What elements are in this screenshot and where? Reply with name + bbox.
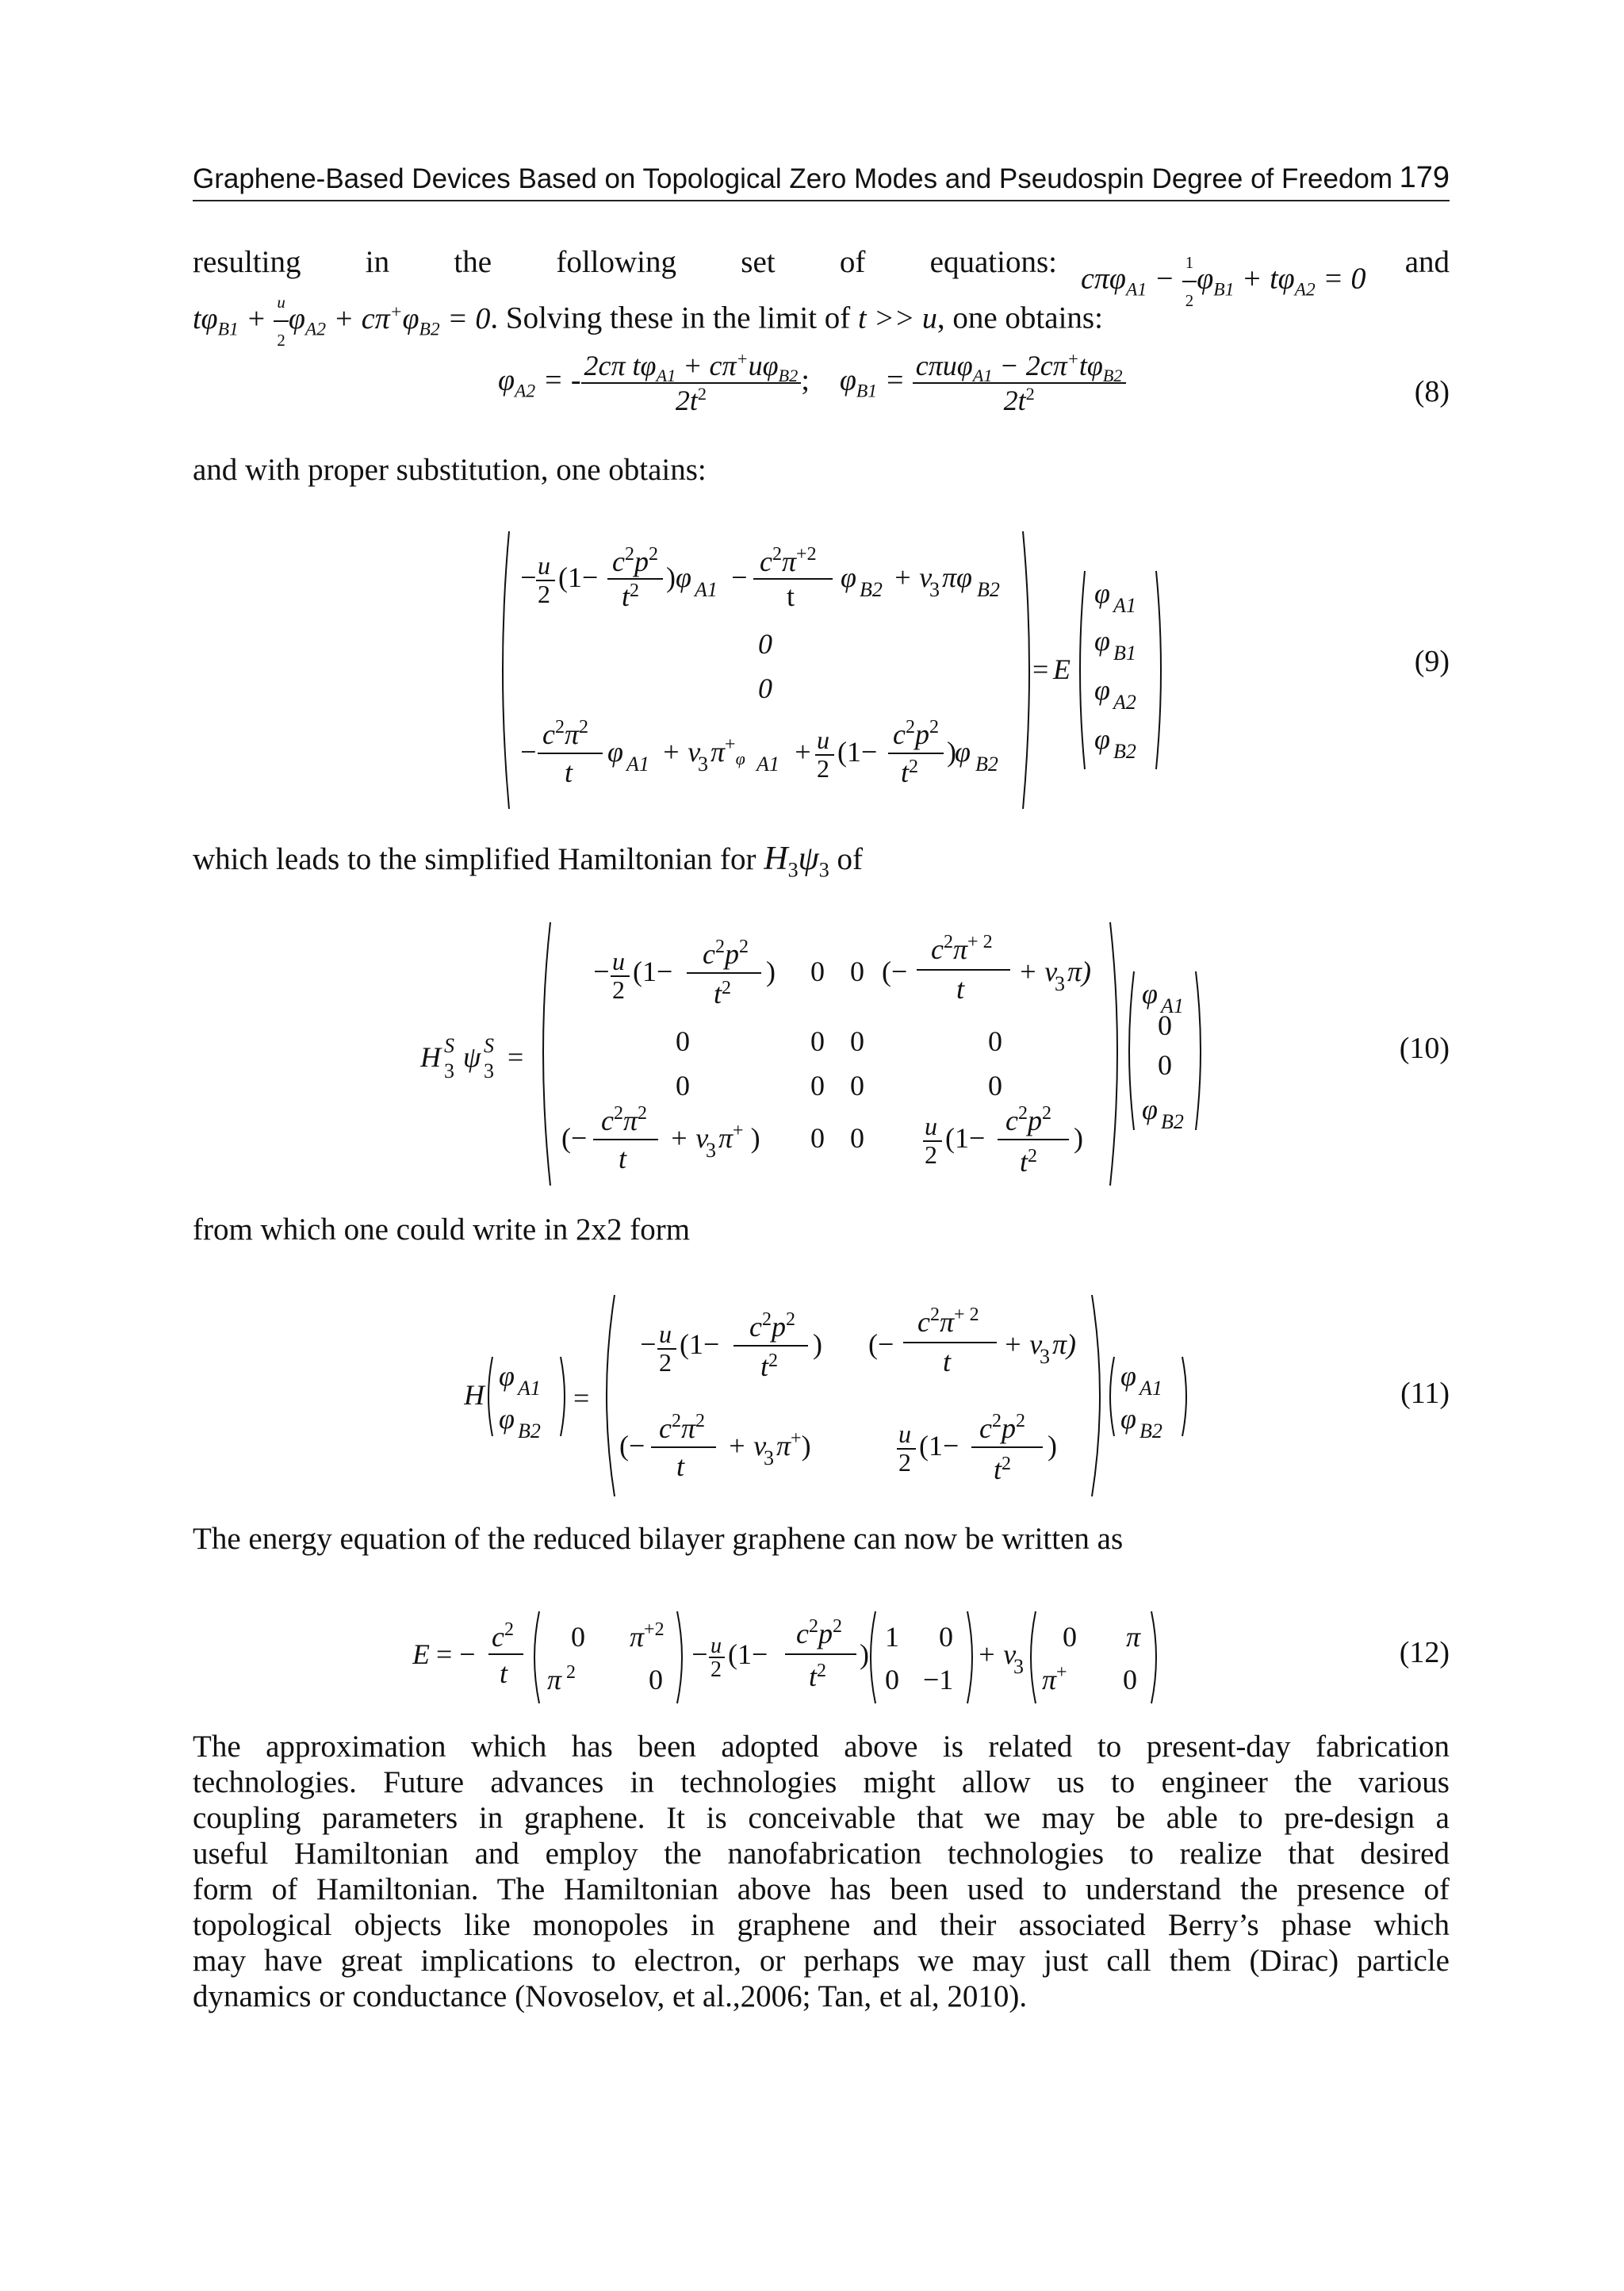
svg-text:π+): π+) <box>776 1428 811 1462</box>
svg-text:=: = <box>573 1382 590 1414</box>
paragraph-line: form of Hamiltonian. The Hamiltonian above has been used to understand the presence of <box>193 1872 1450 1906</box>
svg-text:c2π2: $c^2\pi^2$ <box>659 1411 706 1444</box>
svg-text:t: t <box>500 1657 508 1689</box>
svg-text:π: π <box>1126 1621 1141 1653</box>
svg-text:t2: $t^2$ <box>760 1350 779 1382</box>
svg-text:−: − <box>730 561 749 593</box>
svg-text:u: u <box>925 1112 937 1140</box>
svg-text:): ) <box>813 1328 822 1360</box>
svg-text:0: 0 <box>850 1025 864 1057</box>
svg-text:π): π) <box>1052 1328 1077 1360</box>
svg-text:(−: (− <box>882 956 908 987</box>
equation-10 <box>420 916 1221 1193</box>
svg-text:φ: φ <box>1120 1360 1136 1392</box>
text-after-eq9-b: of <box>837 842 863 876</box>
equation-number-9: (9) <box>1414 645 1450 678</box>
svg-text:0: 0 <box>988 1025 1002 1057</box>
svg-text:A1: A1 <box>1113 594 1136 617</box>
svg-text:u: u <box>898 1419 911 1448</box>
intro-word: of <box>839 245 866 279</box>
svg-text:(1−: (1− <box>919 1430 959 1462</box>
svg-text:−: − <box>519 561 538 593</box>
svg-text:E: E <box>1053 653 1071 685</box>
page-number: 179 <box>1399 161 1450 194</box>
svg-text:u: u <box>612 947 625 975</box>
inline-equation-1: cπφ$_{A1}$ − $\frac{1}{2}$ $\varphi_{B1} + t\varphi_{A2} = 0$ <box>1081 244 1365 319</box>
svg-text:(−: (− <box>868 1328 894 1360</box>
svg-text:0: 0 <box>1158 1049 1172 1081</box>
svg-text:0: 0 <box>649 1664 663 1695</box>
svg-text:): ) <box>1048 1430 1057 1462</box>
svg-text:t2: $t^2$ <box>622 580 640 612</box>
svg-text:−: − <box>690 1638 710 1670</box>
equation-number-11: (11) <box>1400 1377 1450 1410</box>
svg-text:φ: φ <box>1094 723 1110 755</box>
svg-text:0: 0 <box>850 956 864 987</box>
equation-number-10: (10) <box>1399 1032 1450 1065</box>
equation-11 <box>464 1289 1193 1503</box>
svg-text:B2: B2 <box>518 1419 541 1442</box>
svg-text:φ: φ <box>499 1360 515 1392</box>
svg-text:= −: = − <box>436 1638 476 1670</box>
svg-text:2: 2 <box>538 580 550 608</box>
svg-text:A1: A1 <box>756 753 779 776</box>
intro-line-1 <box>193 244 1450 310</box>
svg-text:0: 0 <box>885 1664 899 1695</box>
inline-h3psi3: $H_3\psi_3$ <box>764 841 829 882</box>
svg-text:φ: φ <box>499 1403 515 1435</box>
equation-number-8: (8) <box>1414 375 1450 408</box>
svg-text:B1: B1 <box>1113 642 1136 665</box>
svg-text:φ: φ <box>1142 1094 1158 1125</box>
svg-text:c2: $c^2$ <box>492 1619 514 1653</box>
svg-text:−: − <box>638 1328 658 1360</box>
equation-8: $\varphi_{A2}$ = - $\frac{2c\pi t\varphi_{A1} + c\pi^+u\varphi_{B2}}{2t^2}$ ; $\varphi_{B1}$ = $\frac{c\pi u\varphi_{A1} - 2c\pi^+t\varphi_{B2}}{2t^2}$ <box>498 349 1126 417</box>
text-after-eq11: The energy equation of the reduced bilayer graphene can now be written as <box>193 1522 1124 1556</box>
svg-text:0: 0 <box>758 628 772 660</box>
svg-text:π 2: π $^2$ <box>547 1662 576 1695</box>
svg-text:): ) <box>1074 1122 1083 1154</box>
svg-text:π+φ: $\pi^+_\varphi$ <box>710 734 745 768</box>
svg-text:+ v: + v <box>1003 1328 1043 1360</box>
paragraph-line: may have great implications to electron, or perhaps we may just call them (Dirac) particle <box>193 1944 1450 1978</box>
svg-text:t: t <box>956 973 965 1005</box>
svg-text:t2: $t^2$ <box>994 1454 1012 1485</box>
svg-text:φ: φ <box>841 561 856 593</box>
svg-text:t2: $t^2$ <box>809 1661 827 1692</box>
svg-text:t2: $t^2$ <box>714 978 732 1009</box>
svg-text:A1: A1 <box>1161 994 1184 1017</box>
svg-text:3: 3 <box>444 1059 454 1082</box>
svg-text:c2p2: $c^2p^2$ <box>703 937 749 970</box>
svg-text:0: 0 <box>850 1122 864 1154</box>
svg-text:B2: B2 <box>1113 740 1136 763</box>
svg-text:2: 2 <box>898 1448 911 1477</box>
svg-text:A1: A1 <box>626 753 649 776</box>
running-title: Graphene-Based Devices Based on Topological Zero Modes and Pseudospin Degree of Freedom <box>193 163 1393 194</box>
svg-text:t: t <box>619 1143 627 1174</box>
svg-text:0: 0 <box>1063 1621 1077 1653</box>
svg-text:ψ: ψ <box>463 1041 481 1073</box>
svg-text:): ) <box>947 736 956 768</box>
svg-text:1: 1 <box>885 1621 899 1653</box>
svg-text:3: 3 <box>706 1139 716 1162</box>
svg-text:π+: π+ <box>1042 1662 1067 1695</box>
svg-text:=: = <box>508 1041 524 1073</box>
svg-text:t2: $t^2$ <box>901 757 919 788</box>
svg-text:E: E <box>412 1638 430 1670</box>
svg-text:φ: φ <box>607 736 623 768</box>
intro-word: the <box>454 245 492 279</box>
svg-text:(1−: (1− <box>558 561 599 593</box>
svg-text:φ: φ <box>1142 978 1158 1009</box>
svg-text:(1−: (1− <box>728 1638 768 1670</box>
svg-text:+ v: + v <box>977 1638 1017 1670</box>
svg-text:u: u <box>710 1634 722 1658</box>
svg-text:B2: B2 <box>1161 1110 1184 1133</box>
svg-text:(−: (− <box>619 1430 645 1462</box>
svg-text:3: 3 <box>1013 1655 1024 1678</box>
svg-text:2: 2 <box>710 1657 722 1682</box>
text-after-eq8: and with proper substitution, one obtains: <box>193 453 707 487</box>
svg-text:2: 2 <box>659 1348 672 1377</box>
svg-text:(1−: (1− <box>945 1122 986 1154</box>
svg-text:0: 0 <box>676 1070 690 1101</box>
svg-text:c2π2: $c^2\pi^2$ <box>542 717 589 750</box>
svg-text:A1: A1 <box>1139 1377 1162 1400</box>
intro-line-2 <box>193 284 1450 350</box>
svg-text:+: + <box>793 736 813 768</box>
svg-text:t: t <box>676 1450 685 1482</box>
svg-text:φ: φ <box>1094 674 1110 706</box>
svg-text:H: H <box>420 1041 441 1073</box>
equation-12 <box>412 1594 1245 1713</box>
svg-text:0: 0 <box>850 1070 864 1101</box>
svg-text:φ: φ <box>1094 625 1110 657</box>
svg-text:+ v: + v <box>727 1430 767 1462</box>
svg-text:B2: B2 <box>977 578 1000 601</box>
running-header <box>193 163 1450 201</box>
svg-text:A1: A1 <box>695 578 718 601</box>
intro-obtains: , one obtains: <box>936 301 1103 335</box>
svg-text:3: 3 <box>698 753 708 776</box>
limit-expression: t >> u <box>858 301 937 335</box>
paragraph-line: coupling parameters in graphene. It is conceivable that we may be able to pre-design a <box>193 1801 1450 1835</box>
svg-text:2: 2 <box>817 754 829 783</box>
svg-text:φ: φ <box>676 561 691 593</box>
svg-text:0: 0 <box>676 1025 690 1057</box>
svg-text:t2: $t^2$ <box>1020 1146 1038 1178</box>
intro-word: in <box>365 245 390 279</box>
svg-text:−: − <box>592 956 611 987</box>
svg-text:S: S <box>484 1034 494 1057</box>
svg-text:0: 0 <box>758 672 772 704</box>
svg-text:t: t <box>787 580 795 612</box>
svg-text:S: S <box>444 1034 454 1057</box>
paragraph-line: dynamics or conductance (Novoselov, et al.,2006; Tan, et al, 2010). <box>193 1979 1028 2013</box>
svg-text:u: u <box>659 1320 672 1348</box>
svg-text:): ) <box>666 561 676 593</box>
equation-9 <box>492 523 1189 817</box>
svg-text:+ v: + v <box>1018 956 1058 987</box>
svg-text:φ: φ <box>955 736 971 768</box>
intro-word: following <box>556 245 676 279</box>
paragraph-line: useful Hamiltonian and employ the nanofabrication technologies to realize that desired <box>193 1837 1450 1871</box>
svg-text:3: 3 <box>929 578 940 601</box>
svg-text:u: u <box>538 551 550 580</box>
svg-text:+ v: + v <box>661 736 701 768</box>
svg-text:+ v: + v <box>893 561 933 593</box>
intro-word: resulting <box>193 245 301 279</box>
svg-text:=: = <box>1032 653 1049 685</box>
svg-text:0: 0 <box>571 1621 585 1653</box>
svg-text:B2: B2 <box>860 578 883 601</box>
svg-text:0: 0 <box>810 1025 825 1057</box>
svg-text:3: 3 <box>1055 972 1065 995</box>
svg-text:φ: φ <box>1120 1403 1136 1435</box>
svg-text:t: t <box>943 1346 952 1377</box>
text-after-eq10: from which one could write in 2x2 form <box>193 1213 691 1247</box>
svg-text:0: 0 <box>1158 1009 1172 1041</box>
svg-text:c2p2: $c^2p^2$ <box>749 1309 795 1343</box>
svg-text:0: 0 <box>810 1122 825 1154</box>
svg-text:0: 0 <box>988 1070 1002 1101</box>
svg-text:2: 2 <box>925 1140 937 1169</box>
text-after-eq9 <box>193 841 863 882</box>
svg-text:π+2: $\pi^{+2}$ <box>630 1619 665 1653</box>
svg-text:u: u <box>817 726 829 754</box>
svg-text:0: 0 <box>939 1621 953 1653</box>
svg-text:(−: (− <box>561 1122 588 1154</box>
svg-text:c2π+ 2: $c^2\pi^{+ 2}$ <box>917 1304 979 1338</box>
svg-text:c2π+ 2: $c^2\pi^{+ 2}$ <box>931 932 993 965</box>
svg-text:c2p2: $c^2p^2$ <box>612 544 658 577</box>
svg-text:3: 3 <box>764 1446 774 1469</box>
svg-text:π+ ): π+ ) <box>718 1121 760 1154</box>
svg-text:B2: B2 <box>975 753 998 776</box>
svg-text:+ v: + v <box>669 1122 709 1154</box>
intro-solving: . Solving these in the limit of <box>490 301 851 335</box>
svg-text:): ) <box>860 1638 869 1670</box>
svg-text:−1: −1 <box>923 1664 954 1695</box>
intro-word: set <box>741 245 776 279</box>
svg-text:0: 0 <box>810 1070 825 1101</box>
svg-text:c2p2: $c^2p^2$ <box>1005 1103 1051 1136</box>
paragraph-line: The approximation which has been adopted above is related to present-day fabrication <box>193 1730 1450 1764</box>
intro-word: equations: <box>929 245 1057 279</box>
svg-text:A1: A1 <box>518 1377 541 1400</box>
svg-text:B2: B2 <box>1139 1419 1162 1442</box>
equation-number-12: (12) <box>1399 1636 1450 1669</box>
svg-text:0: 0 <box>810 956 825 987</box>
svg-text:A2: A2 <box>1113 691 1136 714</box>
svg-text:c2p2: $c^2p^2$ <box>796 1616 842 1649</box>
svg-text:3: 3 <box>484 1059 494 1082</box>
svg-text:3: 3 <box>1040 1345 1050 1368</box>
svg-text:t: t <box>565 757 573 788</box>
svg-text:(1−: (1− <box>633 956 673 987</box>
paragraph-line: topological objects like monopoles in graphene and their associated Berry’s phase which <box>193 1908 1450 1942</box>
svg-text:c2π2: $c^2\pi^2$ <box>601 1103 648 1136</box>
svg-text:(1−: (1− <box>837 736 878 768</box>
svg-text:φ: φ <box>1094 577 1110 609</box>
svg-text:(1−: (1− <box>680 1328 720 1360</box>
text-after-eq9-a: which leads to the simplified Hamiltonian for <box>193 842 756 876</box>
svg-text:c2p2: $c^2p^2$ <box>893 717 939 750</box>
svg-text:0: 0 <box>1123 1664 1137 1695</box>
svg-text:−: − <box>519 736 538 768</box>
paragraph-line: technologies. Future advances in technologies might allow us to engineer the various <box>193 1765 1450 1799</box>
svg-text:π): π) <box>1067 956 1092 987</box>
svg-text:H: H <box>464 1379 485 1411</box>
svg-text:): ) <box>766 956 776 987</box>
svg-text:πφ: πφ <box>942 561 972 593</box>
inline-equation-2: $t\varphi_{B1}$ + $\frac{u}{2}$ $\varphi_{A2} + c\pi^+\varphi_{B2} = 0$ <box>193 302 490 335</box>
intro-and: and <box>1404 245 1450 279</box>
svg-text:2: 2 <box>612 975 625 1004</box>
svg-text:c2π+2: $c^2\pi^{+2}$ <box>760 544 817 577</box>
body-paragraph <box>193 1729 1450 2014</box>
svg-text:c2p2: $c^2p^2$ <box>979 1411 1025 1444</box>
